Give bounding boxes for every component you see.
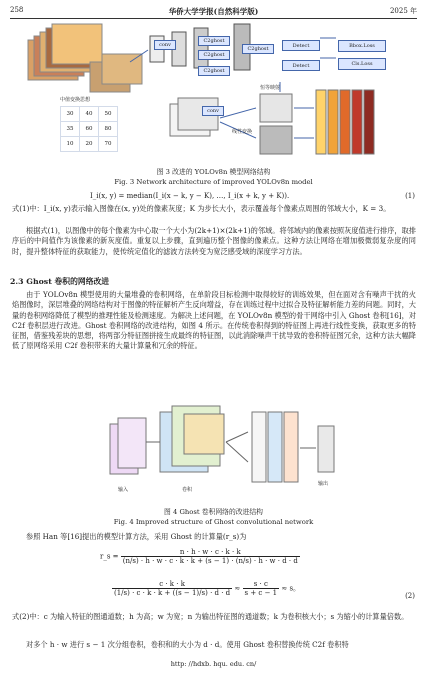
c2ghost-block-2: C2ghost (198, 50, 230, 60)
figure-3 (20, 22, 410, 162)
grid-cell: 10 (61, 137, 80, 152)
section-heading: 2.3 Ghost 卷积的网络改进 (10, 277, 110, 286)
eq2-lhs: r_s = (100, 552, 119, 561)
detect-block-1: Detect (282, 40, 320, 51)
eq2-approx: ≈ (234, 584, 241, 593)
bbox-loss-block: Bbox.Loss (338, 40, 386, 52)
eq2-num-1: n · h · w · c · k · k (121, 548, 300, 557)
equation-2-number: (2) (405, 592, 415, 600)
year: 2025 年 (389, 7, 417, 15)
equation-2-line-2 (112, 580, 412, 597)
eq2-fraction-2 (112, 580, 232, 597)
eq2-end: ≈ s。 (281, 584, 301, 593)
eq2-num-3: s · c (243, 580, 280, 589)
paragraph-3: 由于 YOLOv8n 模型使用的大量堆叠的卷积网络，在单阶段目标检测中取得较好的训练效果，但在面对含有噪声干扰的火焰图像时，深层堆叠的网络结构对于图像的特征解析产生反向增益，存在训练过程中过拟合及特征解析能力差的问题。同时，大量的卷积网络降低了模型的推理性能及检测速度。为解决上述问题，在 YOLOv8n 模型的骨干网络中引入 Ghost 卷积[16]，对 C2f 卷积层进行改进。Ghost 卷积网络的改进结构，如图 4 所示。在传统卷积得到的特征图上再进行线性变换，获取更多的特征图，借鉴残差块的思想，将两部分特征图拼接生成最终的特征图，以此消除噪声干扰导致的卷积特征图冗余，这种方法大幅降低了原网络采用 C2f 卷积带来的大量计算量和冗余的特征。 (12, 290, 416, 351)
conv-block: conv (154, 40, 176, 50)
eq2-den-2: (1/s) · c · k · k + ((s − 1)/s) · d · d (114, 589, 231, 597)
c2ghost-block-4: C2ghost (198, 66, 230, 76)
eq2-fraction-3 (243, 580, 280, 597)
grid-cell: 20 (80, 137, 99, 152)
grid-cell: 80 (99, 122, 118, 137)
detect-block-2: Detect (282, 60, 320, 71)
paragraph-4: 参照 Han 等[16]提出的模型计算方法，采用 Ghost 的计算量(r_s)为 (26, 532, 247, 541)
grid-cell: 60 (80, 122, 99, 137)
figure-4 (90, 402, 340, 502)
conv-label: 卷积 (182, 487, 193, 493)
paragraph-2: 根据式(1)，以图像中的每个像素为中心取一个大小为(2k+1)×(2k+1)的邻域。将邻域内的像素按照灰度值进行排序，取排序后的中间值作为该像素的新灰度值。重复以上步骤，直到遍历整个图像的像素点。这种方法让网络在增加极微弱复杂度的同时，提升整体特征的获取能力，使传统定值化的滤波方法转变为宽泛感受域的深度学习方法。 (12, 226, 416, 256)
cls-loss-block: Cls.Loss (338, 58, 386, 70)
output-label: 输出 (318, 481, 329, 487)
equation-2 (100, 548, 400, 565)
grid-cell: 30 (61, 107, 80, 122)
conv-block-2: conv (202, 106, 224, 116)
eq2-fraction-1 (121, 548, 300, 565)
page-number: 258 (10, 6, 24, 14)
figure-4-caption-en: Fig. 4 Improved structure of Ghost convolutional network (113, 518, 314, 526)
equation-1-number: (1) (405, 192, 415, 200)
paragraph-5: 式(2)中：c 为输入特征的图通道数；h 为高；w 为宽；n 为输出特征图的通道数；k 为卷积核大小；s 为缩小的计算量倍数。 (12, 612, 409, 621)
equation-1: I_i(x, y) = median(I_i(x − k, y − K), …, I_i(x + k, y + K)). (90, 192, 290, 200)
input-label: 输入 (118, 487, 129, 493)
eq2-den-1: (n/s) · h · w · c · k · k + (s − 1) · (n/s) · h · w · d · d (122, 557, 298, 565)
journal-title: 华侨大学学报(自然科学版) (168, 7, 259, 16)
median-grid (60, 106, 118, 152)
eq2-num-2: c · k · k (112, 580, 232, 589)
paragraph-6: 对多个 h · w 进行 s − 1 次分组卷积，卷积和的大小为 d · d。使用 Ghost 卷积替换传统 C2f 卷积特 (26, 640, 349, 649)
footer-url: http: //hdxb. hqu. edu. cn/ (170, 660, 257, 668)
header-rule (10, 18, 417, 19)
figure-3-caption-cn: 图 3 改进的 YOLOv8n 模型网络结构 (156, 168, 271, 176)
grid-cell: 50 (99, 107, 118, 122)
figure-4-caption-cn: 图 4 Ghost 卷积网络的改进结构 (164, 508, 263, 516)
linear-label: 线性变换 (232, 129, 253, 135)
figure-3-caption-en: Fig. 3 Network architecture of improved YOLOv8n model (114, 178, 313, 186)
median-label: 中值变换思想 (60, 97, 91, 103)
identity-label: 恒等映射 (260, 85, 281, 91)
c2ghost-block-3: C2ghost (242, 44, 274, 54)
grid-cell: 40 (80, 107, 99, 122)
eq2-den-3: s + c − 1 (244, 589, 278, 597)
grid-cell: 70 (99, 137, 118, 152)
grid-cell: 35 (61, 122, 80, 137)
paragraph-1: 式(1)中：I_i(x, y)表示输入图像在(x, y)处的像素灰度；K 为步长大小，表示覆盖每个像素点周围的邻域大小，K = 3。 (12, 204, 391, 213)
c2ghost-block-1: C2ghost (198, 36, 230, 46)
